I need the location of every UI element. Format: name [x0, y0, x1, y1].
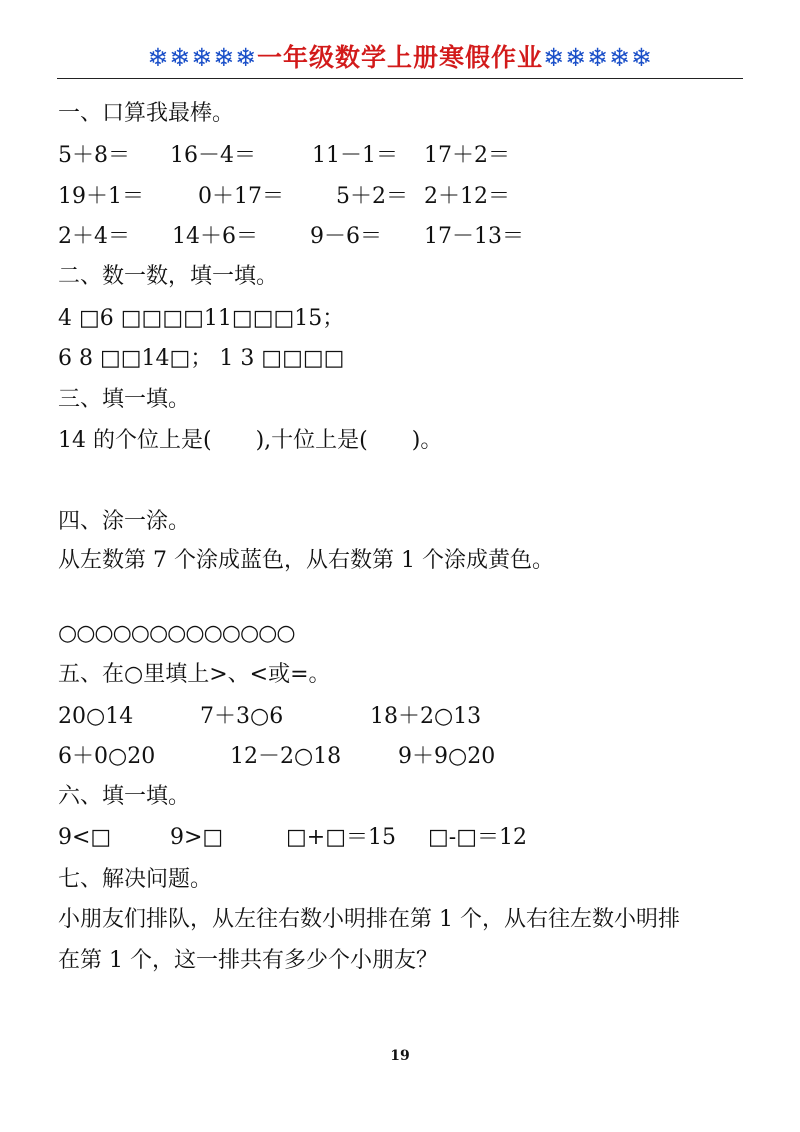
s7-problem-line-2: 在第 1 个，这一排共有多少个小朋友？	[58, 948, 438, 973]
s1-problem: 11－1＝	[312, 143, 398, 168]
page-number: 19	[390, 1048, 410, 1064]
s1-problem: 9－6＝	[310, 224, 382, 249]
s1-problem: 5＋2＝	[336, 184, 408, 209]
s5-comparison: 9＋9○20	[398, 744, 496, 769]
s2-sequence-2: 6 8 □□14□； 1 3 □□□□	[58, 346, 345, 371]
section-4-heading: 四、涂一涂。	[58, 509, 191, 534]
s1-problem: 14＋6＝	[172, 224, 258, 249]
s1-problem: 17－13＝	[424, 224, 524, 249]
s6-item: □-□＝12	[428, 825, 528, 850]
s4-circle-row: ○○○○○○○○○○○○○	[58, 621, 295, 646]
s5-comparison: 6＋0○20	[58, 744, 156, 769]
s5-comparison: 7＋3○6	[200, 704, 284, 729]
s4-instruction: 从左数第 7 个涂成蓝色，从右数第 1 个涂成黄色。	[58, 548, 554, 573]
s1-problem: 2＋4＝	[58, 224, 130, 249]
s1-problem: 19＋1＝	[58, 184, 144, 209]
s3-question: 14 的个位上是( ),十位上是( )。	[58, 428, 443, 453]
section-3-heading: 三、填一填。	[58, 387, 191, 412]
s1-problem: 5＋8＝	[58, 143, 130, 168]
s5-comparison: 12－2○18	[230, 744, 342, 769]
s1-problem: 0＋17＝	[198, 184, 284, 209]
section-2-heading: 二、数一数，填一填。	[58, 264, 279, 289]
s5-comparison: 18＋2○13	[370, 704, 482, 729]
header-divider	[57, 78, 743, 79]
section-6-heading: 六、填一填。	[58, 784, 191, 809]
s2-sequence-1: 4 □6 □□□□11□□□15；	[58, 306, 345, 331]
s6-item: 9<□	[58, 825, 112, 850]
section-7-heading: 七、解决问题。	[58, 867, 213, 892]
s1-problem: 17＋2＝	[424, 143, 510, 168]
snowflake-icons-left: ❄❄❄❄❄	[147, 43, 257, 72]
section-1-heading: 一、口算我最棒。	[58, 101, 235, 126]
page-header	[0, 38, 800, 74]
s1-problem: 16－4＝	[170, 143, 256, 168]
s6-item: □+□＝15	[286, 825, 397, 850]
snowflake-icons-right: ❄❄❄❄❄	[543, 43, 653, 72]
s5-comparison: 20○14	[58, 704, 134, 729]
s1-problem: 2＋12＝	[424, 184, 510, 209]
s7-problem-line-1: 小朋友们排队，从左往右数小明排在第 1 个，从右往左数小明排	[58, 907, 680, 932]
s6-item: 9>□	[170, 825, 224, 850]
page-title: 一年级数学上册寒假作业	[256, 43, 543, 72]
section-5-heading: 五、在○里填上>、<或=。	[58, 662, 331, 687]
